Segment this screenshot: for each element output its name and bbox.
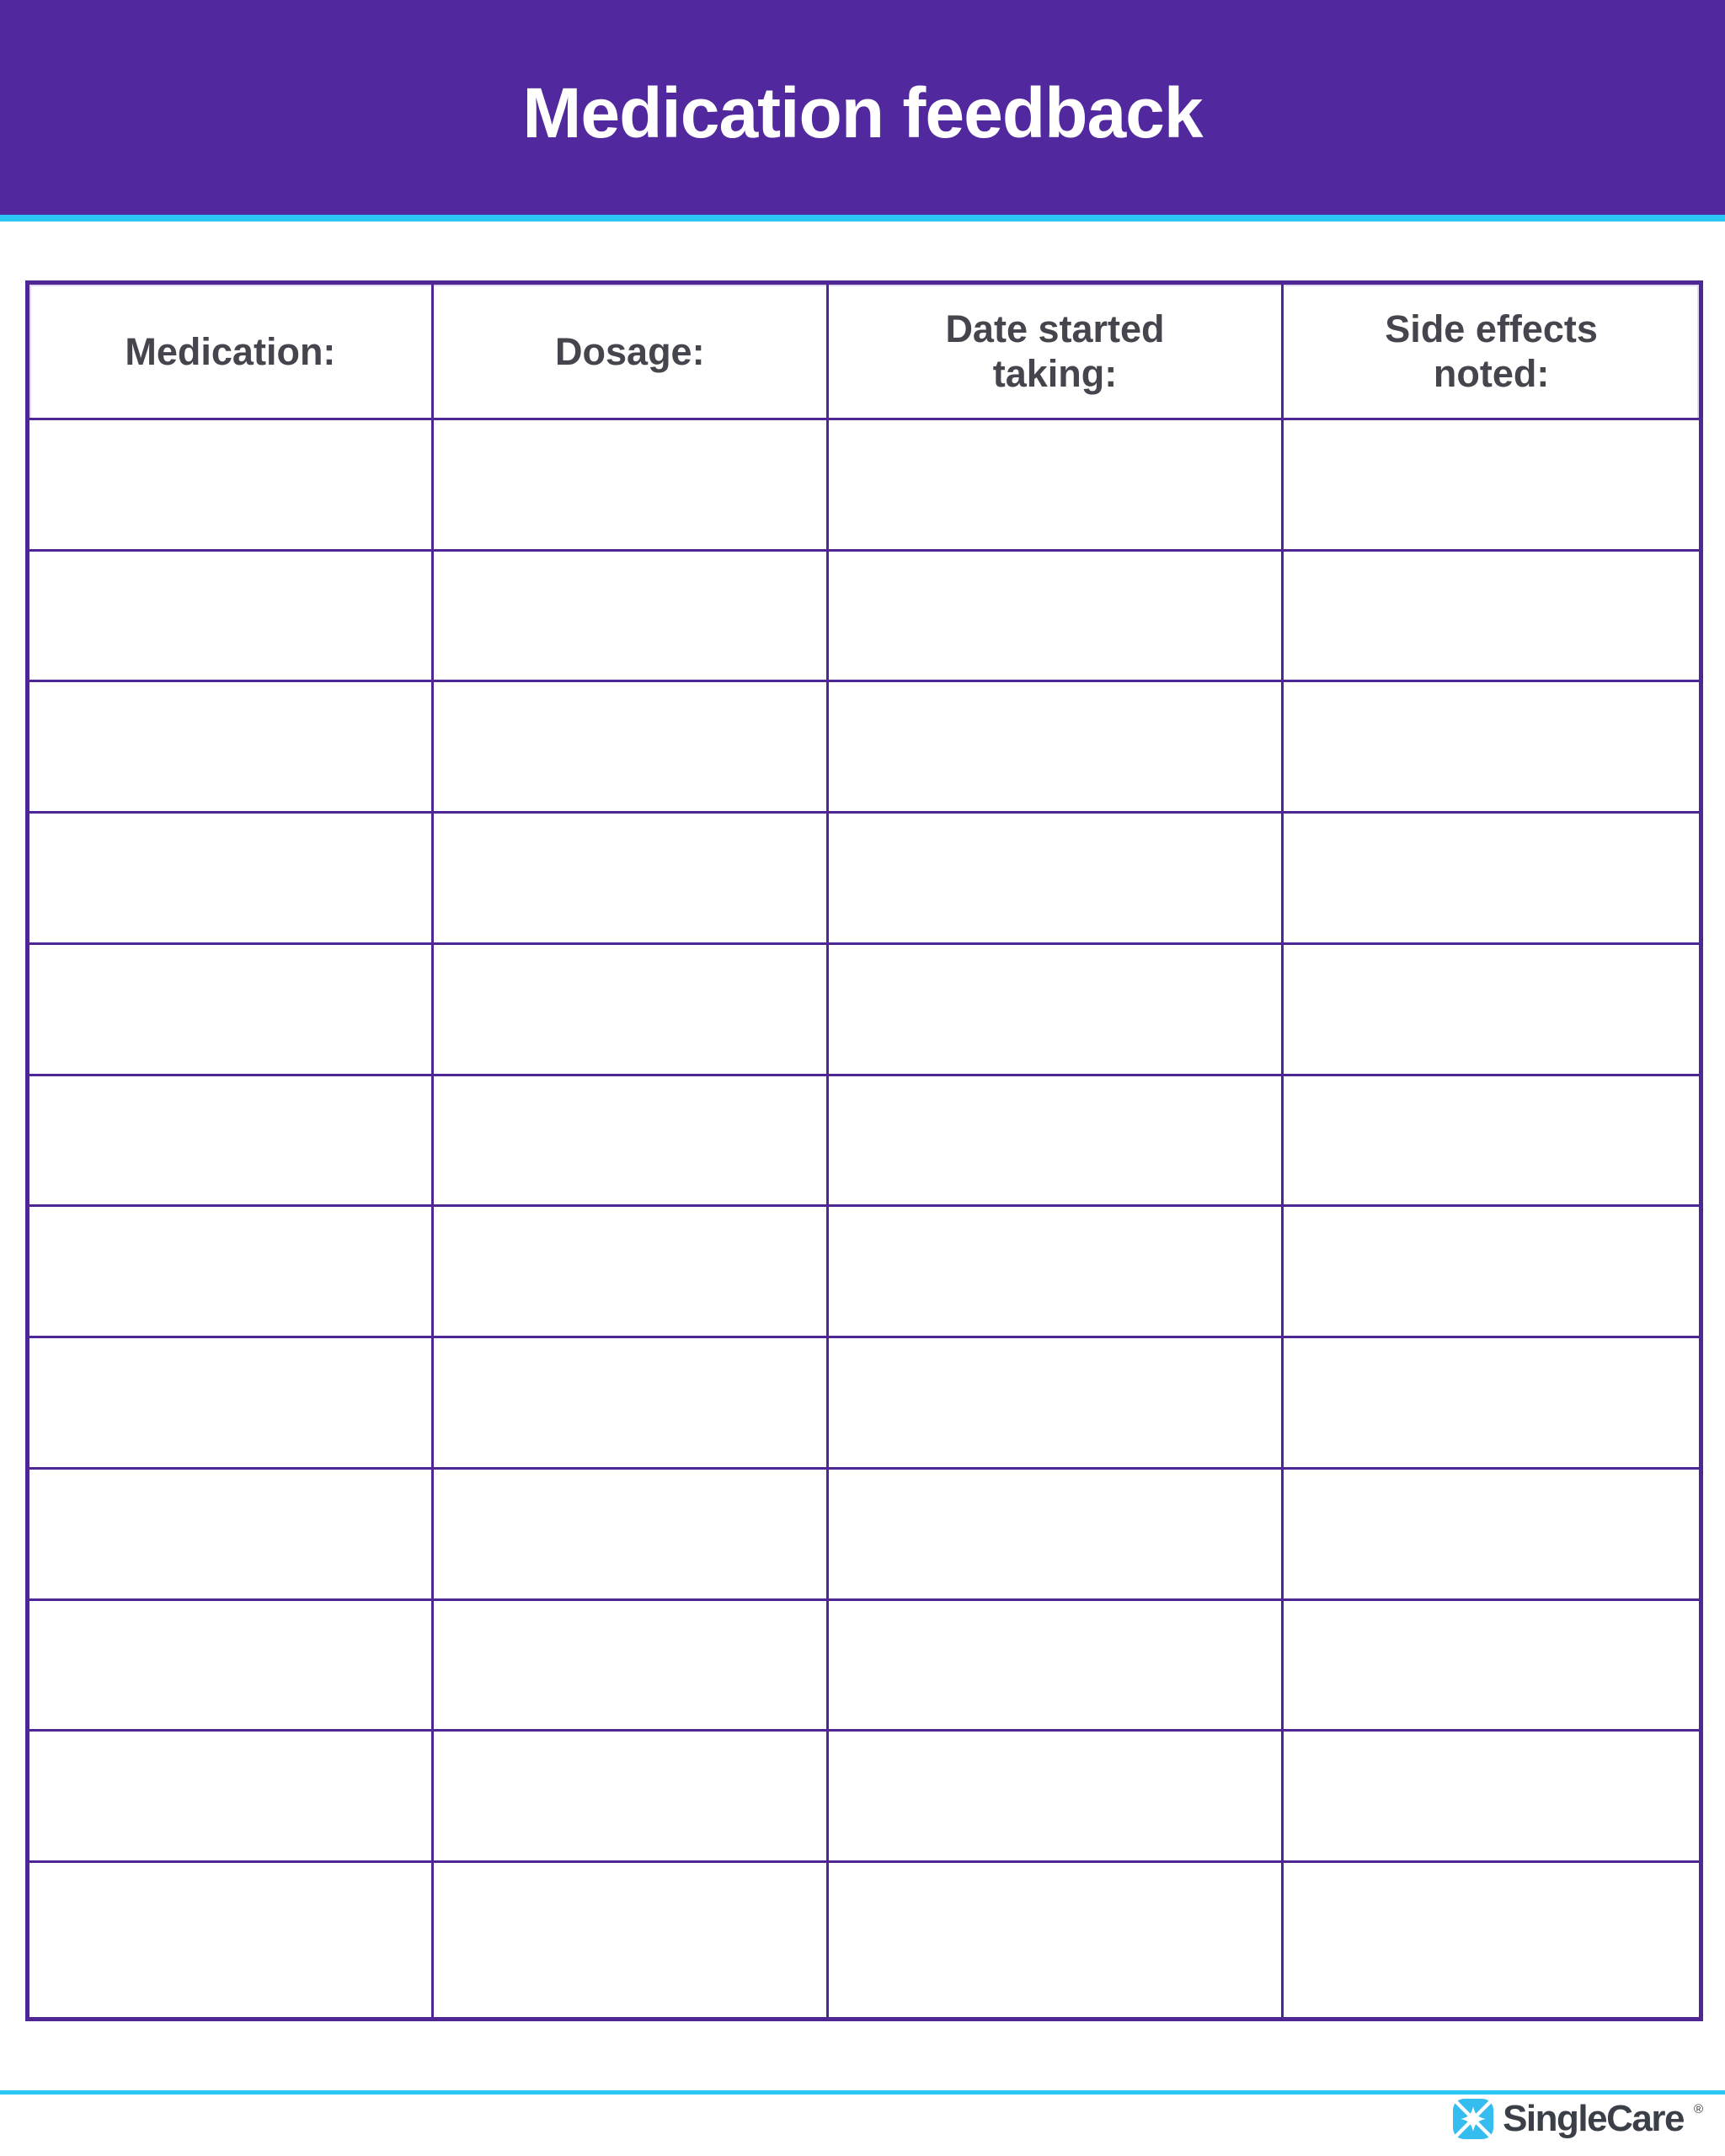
column-header-label: Date started taking: [945, 307, 1165, 395]
banner-accent-stripe [0, 215, 1725, 221]
table-row [28, 1337, 1701, 1469]
table-cell [28, 1468, 433, 1599]
brand-lockup [1453, 2099, 1703, 2139]
table-cell [827, 1468, 1282, 1599]
table-cell [432, 1075, 827, 1206]
table-cell [432, 419, 827, 551]
table-cell [827, 550, 1282, 681]
table-cell [28, 681, 433, 813]
registered-trademark: ® [1693, 2102, 1703, 2116]
table-cell [827, 1599, 1282, 1731]
table-cell [28, 1206, 433, 1337]
clover-cross-icon [1453, 2099, 1493, 2139]
column-header-dosage [432, 283, 827, 419]
table-cell [827, 1075, 1282, 1206]
table-row [28, 1075, 1701, 1206]
table-cell [1283, 1862, 1701, 2020]
footer-divider [0, 2090, 1725, 2095]
table-row [28, 1206, 1701, 1337]
table-cell [432, 1599, 827, 1731]
table-cell [28, 1731, 433, 1862]
medication-table [25, 280, 1703, 2021]
table-cell [432, 1731, 827, 1862]
table-cell [827, 1731, 1282, 1862]
table-cell [432, 943, 827, 1075]
brand-name: SingleCare [1503, 2098, 1684, 2139]
table-cell [28, 550, 433, 681]
table-cell [432, 1337, 827, 1469]
table-cell [827, 1206, 1282, 1337]
table-cell [1283, 419, 1701, 551]
table-cell [1283, 943, 1701, 1075]
table-cell [432, 1862, 827, 2020]
table-body [28, 419, 1701, 2020]
table-cell [827, 681, 1282, 813]
table-cell [28, 1862, 433, 2020]
table-cell [432, 550, 827, 681]
table-cell [1283, 1468, 1701, 1599]
table-cell [28, 1337, 433, 1469]
table-cell [432, 681, 827, 813]
table-row [28, 943, 1701, 1075]
column-header-medication [28, 283, 433, 419]
table-cell [827, 943, 1282, 1075]
table-row [28, 550, 1701, 681]
table-cell [1283, 1075, 1701, 1206]
table-cell [1283, 813, 1701, 944]
table-row [28, 419, 1701, 551]
table-cell [1283, 1599, 1701, 1731]
table-row [28, 1731, 1701, 1862]
column-header-label: Side effects noted: [1385, 307, 1598, 395]
table-cell [1283, 1337, 1701, 1469]
table-cell [1283, 681, 1701, 813]
table-cell [1283, 1731, 1701, 1862]
page-title: Medication feedback [522, 73, 1203, 152]
table-cell [827, 813, 1282, 944]
table-cell [827, 1337, 1282, 1469]
column-header-side-effects [1283, 283, 1701, 419]
table-cell [28, 813, 433, 944]
table-cell [28, 1599, 433, 1731]
table-cell [28, 943, 433, 1075]
column-header-date-started [827, 283, 1282, 419]
table-cell [827, 419, 1282, 551]
table-cell [28, 1075, 433, 1206]
table-row [28, 1862, 1701, 2020]
table-row [28, 681, 1701, 813]
table-row [28, 1599, 1701, 1731]
table-cell [1283, 1206, 1701, 1337]
table-cell [28, 419, 433, 551]
title-banner [0, 0, 1725, 215]
table-cell [1283, 550, 1701, 681]
column-header-label: Medication: [125, 329, 336, 373]
table-row [28, 813, 1701, 944]
table-cell [432, 813, 827, 944]
table-cell [432, 1468, 827, 1599]
table-cell [827, 1862, 1282, 2020]
column-header-label: Dosage: [555, 329, 705, 373]
table-cell [432, 1206, 827, 1337]
table-row [28, 1468, 1701, 1599]
table-header-row [28, 283, 1701, 419]
